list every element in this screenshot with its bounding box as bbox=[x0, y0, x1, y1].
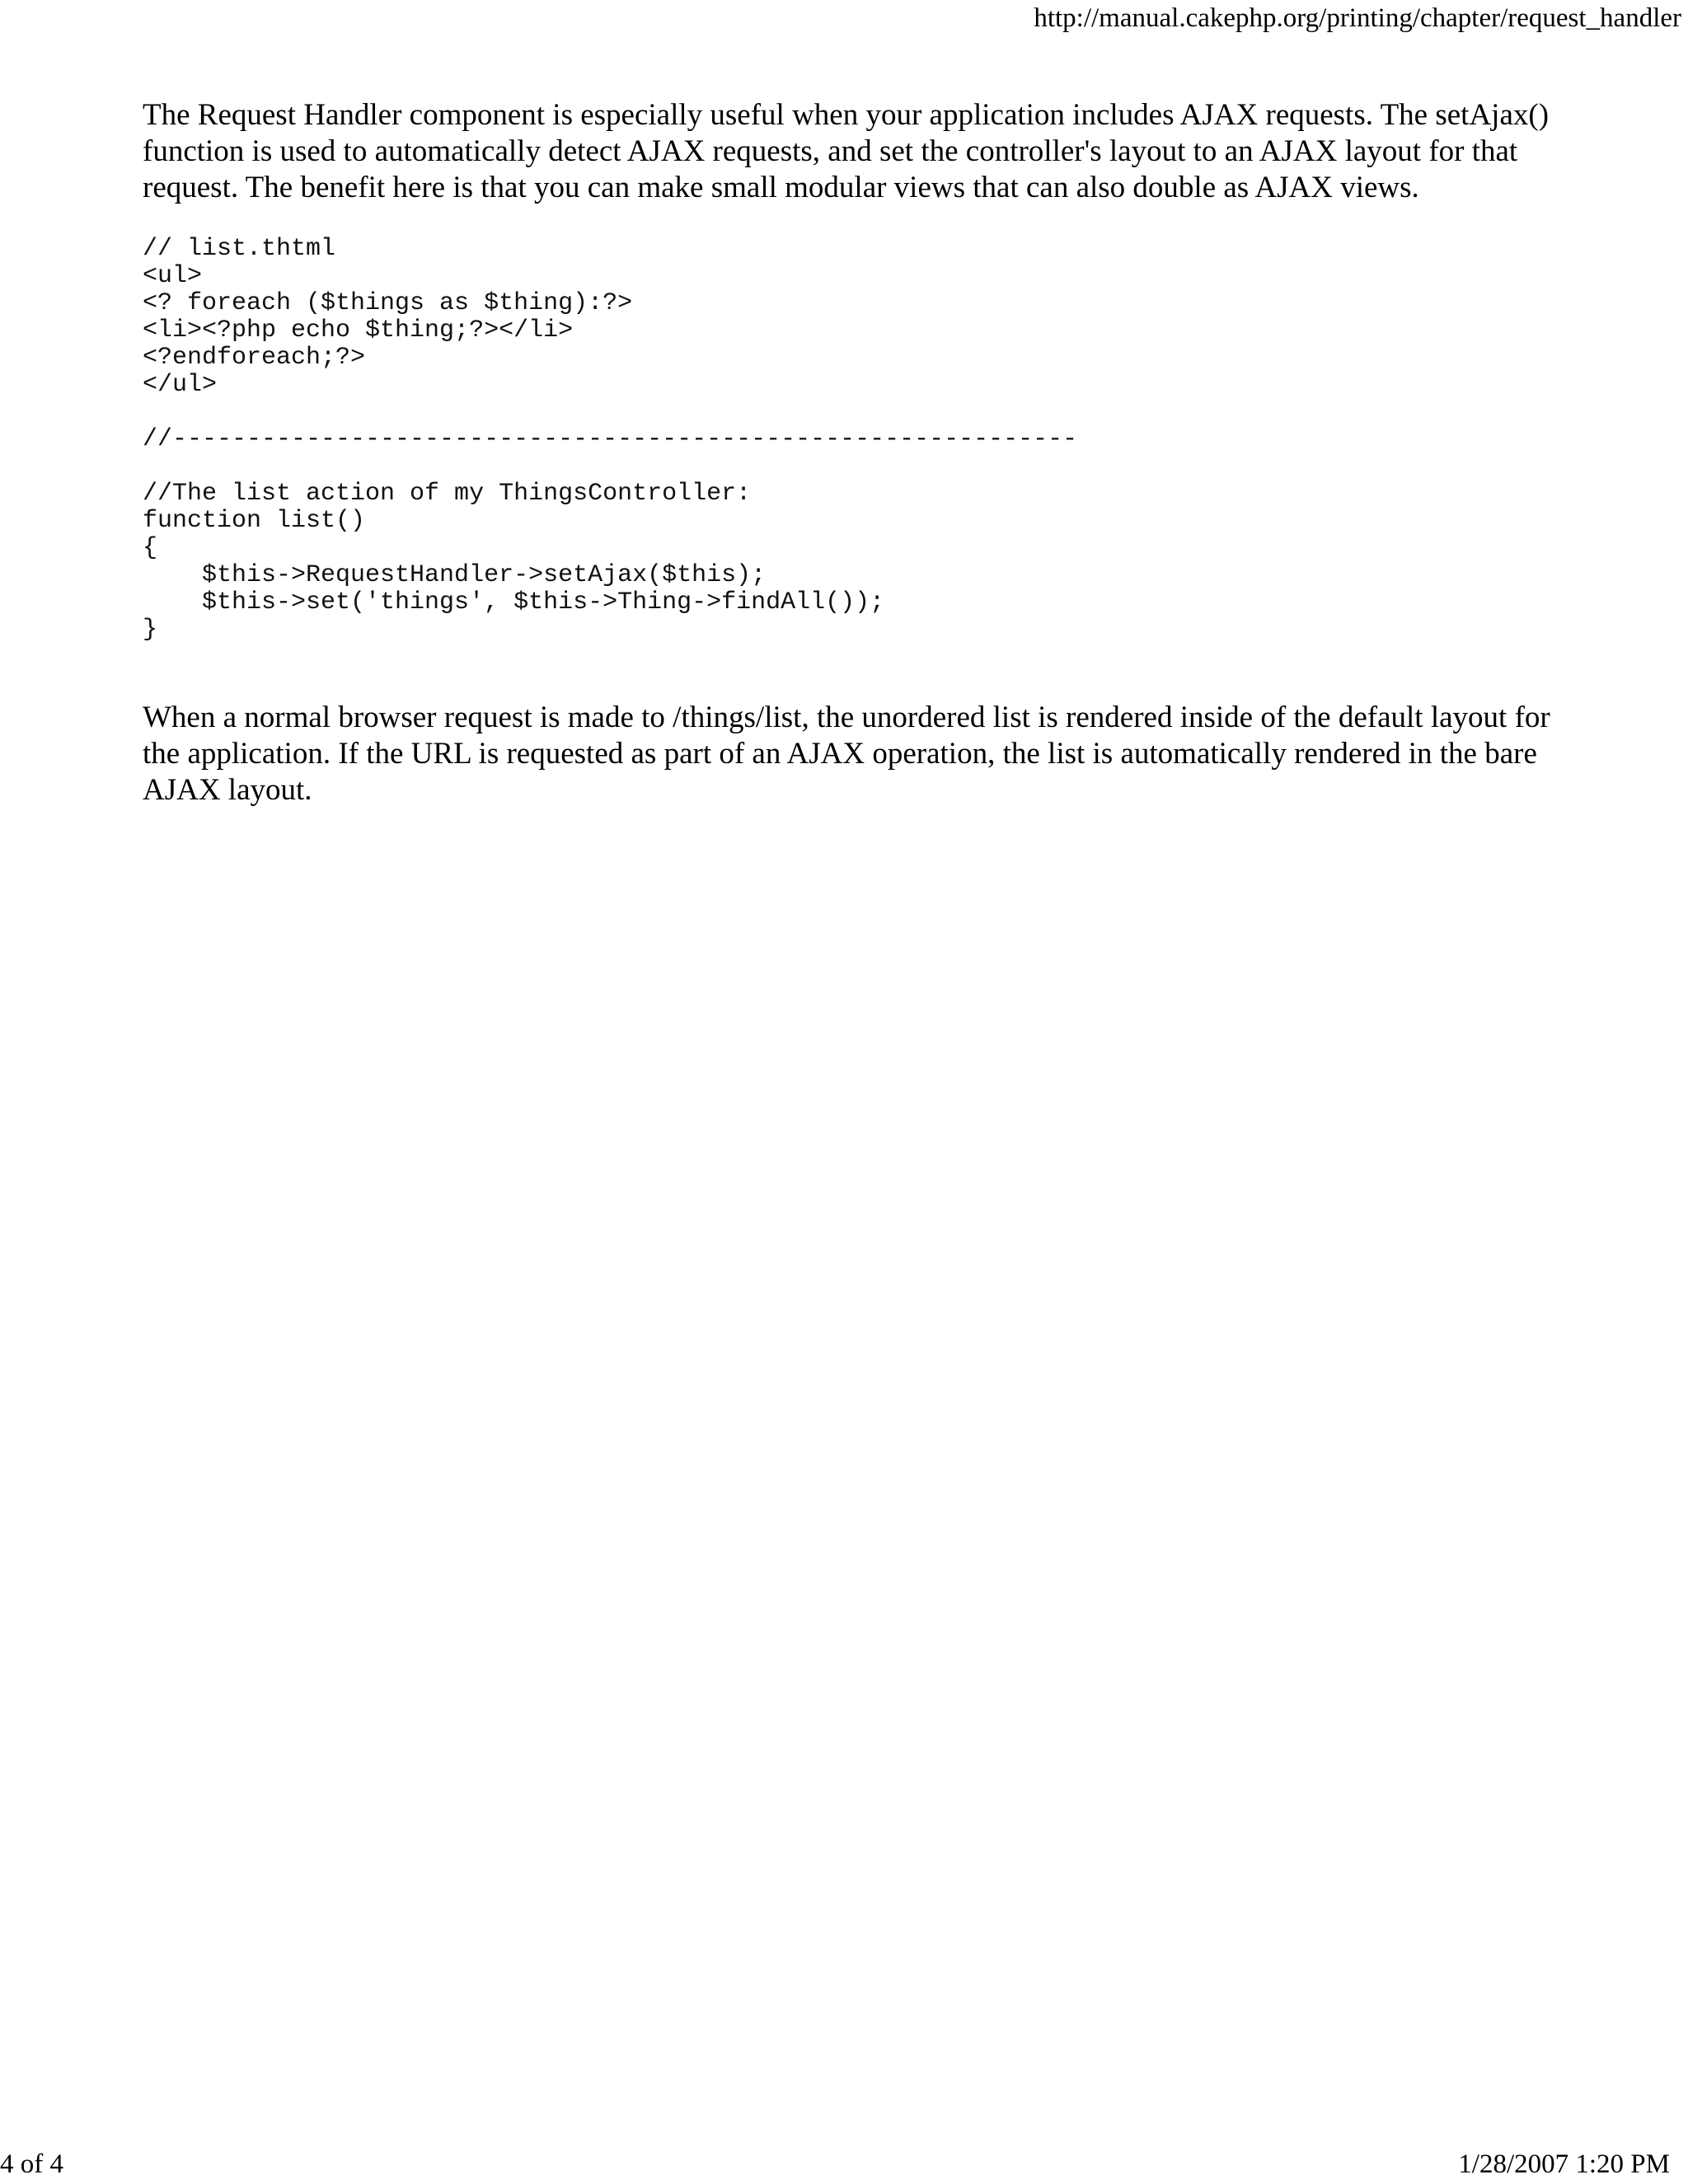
closing-paragraph: When a normal browser request is made to /things/list, the unordered list is rendered inside of the default layout for the application. If the URL is requested as part of an AJAX operation, the list is automatically rendered in the bare AJAX layout. bbox=[143, 701, 1550, 807]
code-line: { bbox=[143, 534, 158, 562]
code-line: // list.thtml bbox=[143, 235, 336, 263]
intro-paragraph: The Request Handler component is especially useful when your application includes AJAX requests. The setAjax() function is used to automatically detect AJAX requests, and set the controller's layout to an AJAX layout for that request. The benefit here is that you can make small modular views that can also double as AJAX views. bbox=[143, 98, 1550, 204]
code-block bbox=[143, 236, 1577, 644]
code-line: function list() bbox=[143, 507, 366, 535]
code-line: $this->set('things', $this->Thing->findAll()); bbox=[143, 588, 885, 616]
page-footer bbox=[0, 2148, 1688, 2184]
page-url-header: http://manual.cakephp.org/printing/chapter/request_handler bbox=[1034, 3, 1681, 33]
code-line: <? foreach ($things as $thing):?> bbox=[143, 289, 633, 317]
code-line: <ul> bbox=[143, 262, 203, 290]
code-line: <?endforeach;?> bbox=[143, 344, 366, 372]
print-timestamp: 1/28/2007 1:20 PM bbox=[1458, 2149, 1670, 2179]
code-line: <li><?php echo $thing;?></li> bbox=[143, 316, 574, 344]
code-line bbox=[143, 453, 1577, 480]
code-line: //------------------------------------------------------------- bbox=[143, 425, 1078, 453]
code-line: $this->RequestHandler->setAjax($this); bbox=[143, 561, 767, 589]
document-content bbox=[143, 97, 1577, 808]
page-indicator: 4 of 4 bbox=[0, 2149, 63, 2179]
code-line: //The list action of my ThingsController: bbox=[143, 480, 752, 508]
code-line: </ul> bbox=[143, 371, 218, 399]
code-line: } bbox=[143, 616, 158, 644]
code-line bbox=[143, 399, 1577, 426]
